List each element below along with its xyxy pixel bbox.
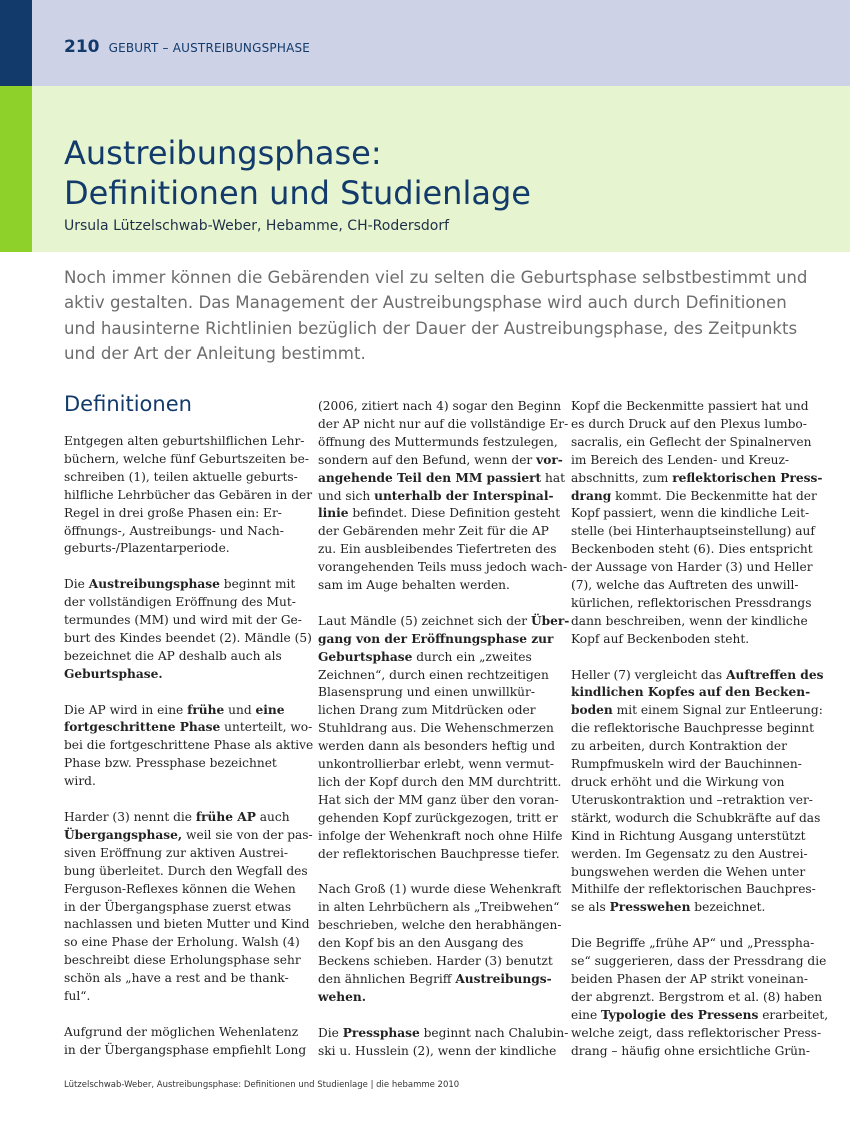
emphasis: Auftreffen des [726,667,824,682]
emphasis: Über- [530,613,570,628]
emphasis: unterhalb der Interspinal- [374,488,554,503]
text-line: (2006, zitiert nach 4) sogar den Beginn [318,399,562,413]
text-line: beiden Phasen der AP strikt voneinan- [571,971,809,986]
text-line: öffnungs-, Austreibungs- und Nach- [64,523,284,538]
text-line: Geburtsphase durch ein „zweites [318,649,532,664]
body-paragraph [571,398,823,649]
text-line: geburts-/Plazentarperiode. [64,541,230,556]
text-line: es durch Druck auf den Plexus lumbo- [571,416,807,431]
text-line: Beckens schieben. Harder (3) benutzt [318,954,553,969]
text-line: ski u. Husslein (2), wenn der kindliche [318,1043,557,1058]
text-line [318,989,550,1007]
emphasis: Geburtsphase [318,649,413,664]
text-line: Kopf die Beckenmitte passiert hat und [571,399,809,413]
text-line: dann beschreiben, wenn der kindliche [571,613,808,628]
text-line: boden mit einem Signal zur Entleerung: [571,703,823,718]
body-paragraph [318,881,562,1006]
lead-line: und der Art der Anleitung bestimmt. [64,343,366,363]
text-line: hilfliche Lehrbücher das Gebären in der [64,487,313,502]
text-line: angehende Teil den MM passiert hat [318,470,566,485]
body-paragraph [64,433,313,558]
text-line: Harder (3) nennt die frühe AP auch [64,809,290,824]
body-paragraph [571,667,824,918]
text-line: wird. [64,774,96,789]
text-line: Phase bzw. Pressphase bezeichnet [64,756,277,771]
emphasis: frühe [187,702,225,717]
title-accent-bar [0,86,32,252]
text-line: Uteruskontraktion und –retraktion ver- [571,792,813,807]
text-line: lich der Kopf durch den MM durchtritt. [318,775,562,790]
body-paragraph [64,702,314,792]
emphasis: Austreibungs- [455,971,552,986]
emphasis: Presswehen [609,900,691,915]
text-line: Hat sich der MM ganz über den voran- [318,792,559,807]
text-line: der Aussage von Harder (3) und Heller [571,560,813,575]
text-line: so eine Phase der Erholung. Walsh (4) [64,935,300,950]
text-line: stelle (bei Hinterhauptseinstellung) auf [571,524,815,539]
text-line: Kopf passiert, wenn die kindliche Leit- [571,506,810,521]
text-line: schreiben (1), teilen aktuelle geburts- [64,469,298,484]
text-line: im Bereich des Lenden- und Kreuz- [571,452,790,467]
emphasis: fortgeschrittene Phase [64,720,221,735]
text-line: linie befindet. Diese Definition gesteht [318,506,561,521]
text-line: der AP nicht nur auf die vollständige Er- [318,416,569,431]
body-paragraph [64,576,312,683]
lead-paragraph [64,265,808,366]
text-line: nachlassen und bieten Mutter und Kind [64,917,310,932]
text-line: bung überleitet. Durch den Wegfall des [64,863,308,878]
lead-line: Noch immer können die Gebärenden viel zu selten die Geburtsphase selbstbestimmt und [64,268,808,287]
text-line: termundes (MM) und wird mit der Ge- [64,613,302,628]
text-line: büchern, welche fünf Geburtszeiten be- [64,451,309,466]
article-title [64,133,531,213]
text-column-3 [571,398,829,1078]
body-paragraph [318,398,569,595]
emphasis: wehen. [318,989,366,1004]
section-heading: Definitionen [64,392,192,416]
text-line: werden. Im Gegensatz zu den Austrei- [571,846,808,861]
body-paragraph [318,1025,569,1061]
text-line: se als Presswehen bezeichnet. [571,900,766,915]
text-line: fortgeschrittene Phase unterteilt, wo- [64,720,313,735]
emphasis: Übergangsphase, [64,827,183,842]
emphasis: kindlichen Kopfes auf den Becken- [571,685,811,700]
body-paragraph [64,1024,307,1060]
text-line: sondern auf den Befund, wenn der vor- [318,452,563,467]
text-line: Blasensprung und einen unwillkür- [318,685,535,700]
text-line: Zeichnen“, durch einen rechtzeitigen [318,667,549,682]
text-line: eine Typologie des Pressens erarbeitet, [571,1007,829,1022]
text-line: stärkt, wodurch die Schubkräfte auf das [571,810,821,825]
body-paragraph [318,613,570,864]
running-head [64,37,310,57]
text-line: sam im Auge behalten werden. [318,578,510,593]
text-line: beschreibt diese Erholungsphase sehr [64,953,301,968]
emphasis: frühe AP [195,809,256,824]
text-line: Laut Mändle (5) zeichnet sich der Über- [318,613,570,628]
text-line: Die Begriffe „frühe AP“ und „Presspha- [571,936,815,951]
text-line: in alten Lehrbüchern als „Treibwehen“ [318,900,560,915]
author-line: Ursula Lützelschwab-Weber, Hebamme, CH-Rodersdorf [64,218,450,234]
emphasis: Geburtsphase. [64,666,163,681]
emphasis: drang [571,488,612,503]
emphasis: angehende Teil den MM passiert [318,470,542,485]
emphasis: eine [255,702,285,717]
emphasis: linie [318,506,349,521]
text-line: Beckenboden steht (6). Dies entspricht [571,542,813,557]
emphasis: Pressphase [342,1025,420,1040]
text-line: schön als „have a rest and be thank- [64,971,289,986]
text-line: Heller (7) vergleicht das Auftreffen des [571,667,824,682]
text-line: (7), welche das Auftreten des unwill- [571,578,799,593]
text-line: unkontrollierbar erlebt, wenn vermut- [318,757,554,772]
text-line: se“ suggerieren, dass der Pressdrang die [571,954,827,969]
text-line: in der Übergangsphase empfiehlt Long [64,1042,307,1057]
text-line: die reflektorische Bauchpresse beginnt [571,721,815,736]
text-line: Kopf auf Beckenboden steht. [571,631,750,646]
text-line: bungswehen werden die Wehen unter [571,864,806,879]
text-line: drang kommt. Die Beckenmitte hat der [571,488,817,503]
text-line: Entgegen alten geburtshilflichen Lehr- [64,434,305,448]
text-line: gehenden Kopf zurückgezogen, tritt er [318,810,558,825]
title-line: Austreibungsphase: [64,134,382,172]
text-line: Übergangsphase, weil sie von der pas- [64,827,313,842]
text-line: Regel in drei große Phasen ein: Er- [64,505,282,520]
text-line: Aufgrund der möglichen Wehenlatenz [64,1024,299,1039]
text-line [571,684,811,702]
text-line: druck erhöht und die Wirkung von [571,775,785,790]
text-line: siven Eröffnung zur aktiven Austrei- [64,845,289,860]
text-line: ful“. [64,989,91,1004]
text-line: Mithilfe der reflektorischen Bauchpres- [571,882,816,897]
text-line: Die Pressphase beginnt nach Chalubin- [318,1025,569,1040]
text-line: der abgrenzt. Bergstrom et al. (8) haben [571,989,823,1004]
emphasis: Austreibungsphase [88,577,220,592]
text-line: bei die fortgeschrittene Phase als aktive [64,738,314,753]
page-number: 210 [64,37,100,57]
text-line: Nach Groß (1) wurde diese Wehenkraft [318,882,562,897]
text-line: vorangehenden Teils muss jedoch wach- [318,560,568,575]
running-head-section: GEBURT – AUSTREIBUNGSPHASE [108,41,311,55]
title-line: Definitionen und Studienlage [64,174,531,212]
text-line: lichen Drang zum Mitdrücken oder [318,703,536,718]
text-column-1 [64,433,314,1078]
text-line: Kind in Richtung Ausgang unterstützt [571,828,806,843]
text-line: Stuhldrang aus. Die Wehenschmerzen [318,721,554,736]
lead-line: und hausinterne Richtlinien bezüglich der Dauer der Austreibungsphase, des Zeitpunkts [64,318,798,338]
emphasis: Typologie des Pressens [601,1007,759,1022]
text-line: zu. Ein ausbleibendes Tiefertreten des [318,542,557,557]
emphasis: reflektorischen Press- [672,470,823,485]
text-line: bezeichnet die AP deshalb auch als [64,648,282,663]
text-line: drang – häufig ohne ersichtliche Grün- [571,1043,810,1058]
emphasis: vor- [536,452,563,467]
body-paragraph [64,809,313,1006]
text-line: Rumpfmuskeln wird der Bauchinnen- [571,757,802,772]
text-line: welche zeigt, dass reflektorischer Press- [571,1025,822,1040]
text-line: öffnung des Muttermunds festzulegen, [318,434,558,449]
page-footer: Lützelschwab-Weber, Austreibungsphase: Definitionen und Studienlage | die hebamme 2010 [64,1080,460,1090]
text-line [318,631,554,649]
text-line: zu arbeiten, durch Kontraktion der [571,739,787,754]
text-line: Die Austreibungsphase beginnt mit [64,577,296,592]
text-line: den Kopf bis an den Ausgang des [318,936,524,951]
text-line: den ähnlichen Begriff Austreibungs- [318,971,552,986]
text-column-2 [318,398,570,1078]
emphasis: gang von der Eröffnungsphase zur [318,631,554,646]
text-line: der vollständigen Eröffnung des Mut- [64,595,296,610]
header-accent-bar [0,0,32,86]
text-line: Die AP wird in eine frühe und eine [64,702,285,717]
text-line: infolge der Wehenkraft noch ohne Hilfe [318,828,563,843]
text-line: sacralis, ein Geflecht der Spinalnerven [571,434,812,449]
text-line: Ferguson-Reflexes können die Wehen [64,881,296,896]
text-line: burt des Kindes beendet (2). Mändle (5) [64,630,312,645]
text-line: kürlichen, reflektorischen Pressdrangs [571,595,812,610]
text-line [64,666,296,684]
lead-line: aktiv gestalten. Das Management der Austreibungsphase wird auch durch Definitionen [64,293,787,313]
text-line: beschrieben, welche den herabhängen- [318,918,562,933]
text-line: der reflektorischen Bauchpresse tiefer. [318,846,560,861]
body-paragraph [571,935,829,1060]
text-line: werden dann als besonders heftig und [318,739,556,754]
text-line: der Gebärenden mehr Zeit für die AP [318,524,549,539]
text-line: in der Übergangsphase zuerst etwas [64,899,292,914]
text-line: abschnitts, zum reflektorischen Press- [571,470,823,485]
text-line: und sich unterhalb der Interspinal- [318,488,554,503]
emphasis: boden [571,703,613,718]
